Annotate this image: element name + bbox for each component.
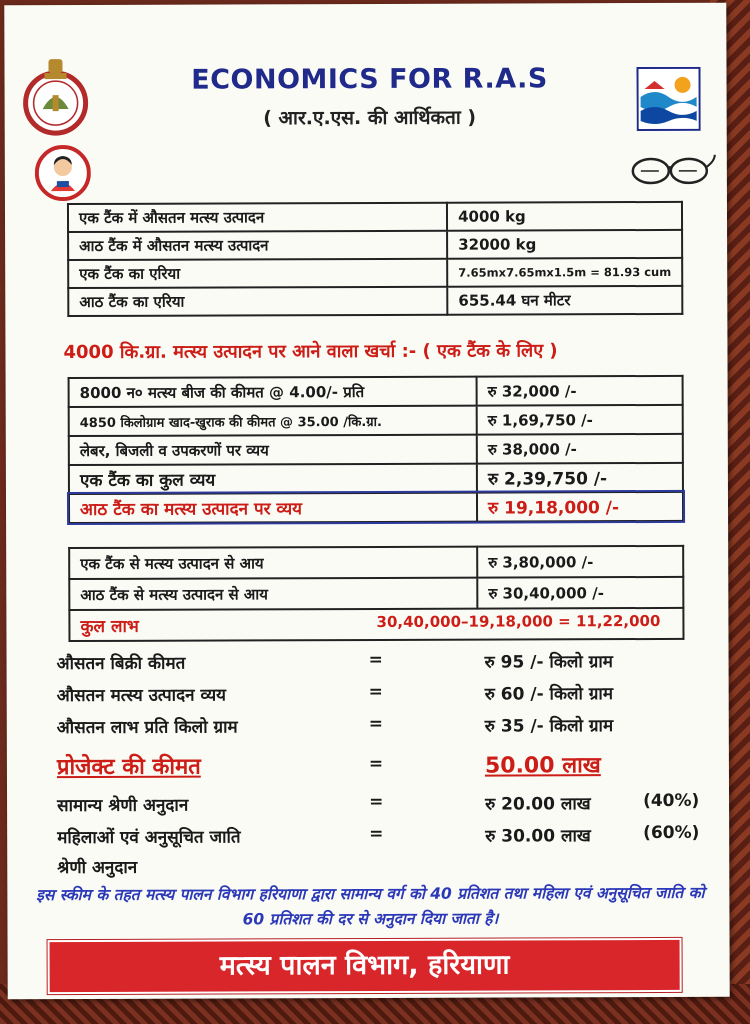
haryana-emblem-icon xyxy=(22,55,88,139)
equals-sign: = xyxy=(368,713,384,734)
project-cost-label: प्रोजेक्ट की कीमत xyxy=(56,754,201,781)
scheme-note: इस स्कीम के तहत मत्स्य पालन विभाग हरियाणा द्वारा सामान्य वर्ग को 40 प्रतिशत तथा महिला एवं अनुसूचित जाति को 60 प्रतिशत की दर से अनुदान दिया जाता है। xyxy=(36,883,705,929)
girl-child-logo-icon xyxy=(35,145,91,201)
poster xyxy=(4,3,729,1000)
profit-label: कुल लाभ xyxy=(80,616,139,638)
table-cell-label: 8000 न० मत्स्य बीज की कीमत @ 4.00/- प्रति xyxy=(69,377,477,407)
summary-value: रु 95 /- किलो ग्राम xyxy=(484,652,613,673)
subsidy-value: रु 20.00 लाख xyxy=(485,794,591,815)
subsidy-percent: (60%) xyxy=(643,822,700,844)
production-table xyxy=(67,201,683,317)
table-cell-value: 7.65mx7.65mx1.5m = 81.93 cum xyxy=(447,258,682,287)
table-row-total-profit xyxy=(69,608,683,641)
table-cell-value: 32000 kg xyxy=(447,230,682,259)
table-cell-value: 655.44 घन मीटर xyxy=(447,286,682,315)
table-cell-label: आठ टैंक में औसतन मत्स्य उत्पादन xyxy=(68,231,447,260)
table-row xyxy=(68,286,682,316)
subsidy-percent: (40%) xyxy=(643,790,700,812)
table-cell-value: रु 3,80,000 /- xyxy=(477,546,683,578)
summary-label: औसतन मत्स्य उत्पादन व्यय xyxy=(56,685,227,707)
summary-row xyxy=(57,713,697,745)
subsidy-category-tail: श्रेणी अनुदान xyxy=(57,857,138,879)
table-cell-value: 4000 kg xyxy=(447,202,682,231)
table-cell-value: रु 32,000 /- xyxy=(477,376,683,406)
table-row xyxy=(69,577,683,610)
table-cell-label: आठ टैंक से मत्स्य उत्पादन से आय xyxy=(69,578,477,610)
equals-sign: = xyxy=(368,649,383,670)
table-cell-value: रु 2,39,750 /- xyxy=(477,463,683,493)
table-row-total-eight-tanks xyxy=(69,492,683,523)
summary-value: रु 35 /- किलो ग्राम xyxy=(484,716,614,737)
table-row xyxy=(69,405,683,436)
subsidy-label: सामान्य श्रेणी अनुदान xyxy=(57,795,189,817)
equals-sign: = xyxy=(369,791,384,812)
table-row xyxy=(68,258,682,288)
table-cell-label: आठ टैंक का एरिया xyxy=(68,287,447,316)
table-cell-label: एक टैंक का कुल व्यय xyxy=(69,464,477,494)
summary-label: औसतन बिक्री कीमत xyxy=(56,653,186,675)
expense-heading: 4000 कि.ग्रा. मत्स्य उत्पादन पर आने वाला खर्चा :- ( एक टैंक के लिए ) xyxy=(63,340,558,364)
subsidy-row xyxy=(57,822,700,855)
profit-cell xyxy=(69,608,683,641)
table-cell-value: रु 1,69,750 /- xyxy=(477,405,683,435)
summary-label: औसतन लाभ प्रति किलो ग्राम xyxy=(56,717,238,739)
table-cell-label: एक टैंक में औसतन मत्स्य उत्पादन xyxy=(68,203,447,232)
page-title: ECONOMICS FOR R.A.S xyxy=(191,63,548,96)
project-cost-row xyxy=(57,753,697,785)
table-row-total-one-tank xyxy=(69,463,683,494)
table-cell-label: 4850 किलोग्राम खाद-खुराक की कीमत @ 35.00 /कि.ग्रा. xyxy=(69,406,477,436)
expense-table xyxy=(68,375,685,524)
subsidy-label: महिलाओं एवं अनुसूचित जाति xyxy=(57,827,241,849)
subsidy-row xyxy=(57,790,700,823)
footer-banner: मत्स्य पालन विभाग, हरियाणा xyxy=(48,938,682,994)
table-cell-value: रु 19,18,000 /- xyxy=(477,492,683,522)
table-cell-label: एक टैंक का एरिया xyxy=(68,259,447,288)
summary-row xyxy=(57,649,697,681)
table-row xyxy=(69,546,683,579)
income-table xyxy=(68,545,684,642)
swachh-bharat-glasses-icon xyxy=(625,153,717,193)
equals-sign: = xyxy=(368,753,384,774)
table-cell-value: रु 30,40,000 /- xyxy=(477,577,683,609)
table-cell-label: लेबर, बिजली व उपकरणों पर व्यय xyxy=(69,435,477,465)
profit-calculation: 30,40,000–19,18,000 = 11,22,000 xyxy=(376,611,661,631)
table-cell-label: एक टैंक से मत्स्य उत्पादन से आय xyxy=(69,547,477,579)
table-row xyxy=(68,230,682,260)
equals-sign: = xyxy=(368,681,383,702)
table-row xyxy=(68,202,682,232)
project-cost-value: 50.00 लाख xyxy=(484,753,601,779)
equals-sign: = xyxy=(369,823,384,844)
table-row xyxy=(69,376,683,407)
summary-row xyxy=(57,681,697,713)
page-subtitle: ( आर.ए.एस. की आर्थिकता ) xyxy=(263,106,477,130)
subsidy-value: रु 30.00 लाख xyxy=(485,826,591,847)
table-row xyxy=(69,434,683,465)
fisheries-department-logo-icon xyxy=(636,67,700,131)
table-cell-label: आठ टैंक का मत्स्य उत्पादन पर व्यय xyxy=(69,493,477,523)
table-cell-value: रु 38,000 /- xyxy=(477,434,683,464)
summary-value: रु 60 /- किलो ग्राम xyxy=(484,684,614,705)
